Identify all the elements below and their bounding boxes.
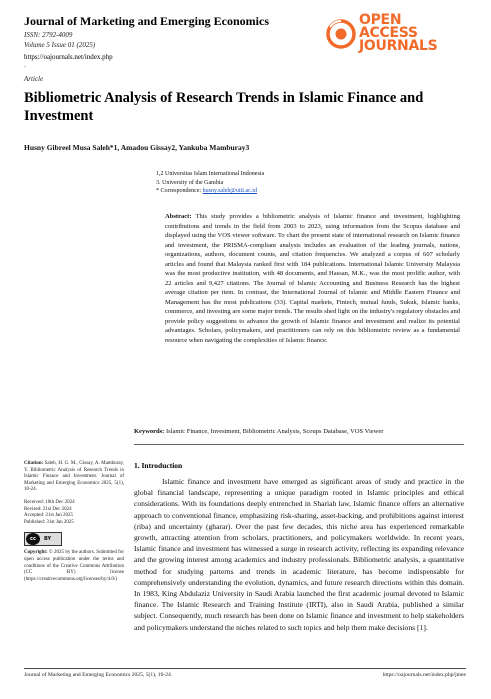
affiliation-1-2: 1,2 Universitas Islam International Indonesia	[156, 171, 265, 177]
open-access-journals-logo[interactable]	[326, 14, 491, 53]
logo-wordmark	[359, 14, 491, 53]
article-title: Bibliometric Analysis of Research Trends in Islamic Finance and Investment	[24, 90, 424, 124]
volume-issue: Volume 5 Issue 01 (2025)	[24, 41, 96, 49]
abstract	[165, 212, 460, 345]
accepted-date: Accepted: 21st Jan 2025	[24, 513, 74, 519]
citation-label: Citation:	[24, 461, 44, 466]
abstract-label: Abstract:	[165, 213, 192, 220]
issn: ISSN: 2792-4009	[24, 31, 73, 39]
copyright-label: Copyright:	[24, 550, 48, 556]
correspondence-label: * Correspondence:	[156, 188, 203, 194]
footer-citation: Journal of Marketing and Emerging Economics 2025, 5(1), 10-24.	[24, 672, 173, 678]
introduction-heading: 1. Introduction	[134, 461, 183, 470]
footer-url-link[interactable]: https://oajournals.net/index.php/jmee	[382, 672, 466, 678]
keywords	[134, 428, 464, 445]
revised-date: Revised: 21st Dec 2024	[24, 506, 72, 512]
footer-divider	[24, 668, 466, 669]
open-access-lock-icon	[326, 19, 356, 49]
keywords-label: Keywords:	[134, 428, 165, 435]
cc-icon: cc	[26, 533, 40, 545]
affiliation-3: 3. University of the Gambia	[156, 179, 224, 186]
journal-url-link[interactable]: https://oajournals.net/index.php	[24, 53, 113, 61]
keywords-text: Islamic Finance, Investment, Bibliometric Analysis, Scoups Database, VOS Viewer	[164, 428, 384, 435]
logo-line-access-journals: ACCESS JOURNALS	[359, 25, 438, 54]
citation	[24, 461, 124, 494]
by-icon: BY	[44, 536, 52, 543]
journal-header	[24, 14, 269, 69]
correspondence	[156, 187, 264, 196]
author-list: Husny Gibreel Musa Saleh*1, Amadou Gissay2, Yankuba Mamburay3	[24, 143, 250, 152]
correspondence-email-link[interactable]: husny.saleh@uiii.ac.id	[202, 188, 257, 194]
copyright	[24, 550, 124, 583]
article-type: Article	[24, 75, 44, 83]
received-date: Received: 10th Dec 2024	[24, 499, 75, 505]
citation-text: Saleh, H. G. M., Gissay, A. Mamburay, Y. Bibliometric Analysis of Research Trends in Islamic Finance and Investment. Journal of Marketing and Emerging Economics 2025, 5(1), 10-24.	[24, 461, 124, 493]
published-date: Published: 31st Jan 2025	[24, 519, 74, 525]
copyright-text: © 2025 by the authors. Submitted for open access publication under the terms and conditions of the Creative Commons Attribution (CC BY) license (https://creativecommons.org/licenses/by/4.0/)	[24, 550, 124, 582]
cc-by-license-badge[interactable]	[24, 532, 62, 546]
journal-name: Journal of Marketing and Emerging Economics	[24, 14, 269, 28]
logo-line-open: OPEN	[359, 12, 402, 28]
header-dot: .	[24, 62, 26, 69]
abstract-text: This study provides a bibliometric analysis of Islamic finance and investment, highlighting contributions and trends in the field from 2003 to 2023, using information from the Scopus database and displayed using the VOS viewer software. To chart the present state of international research on Islamic finance and investment, the PRISMA-compliant analysis includes an evaluation of the leading journals, nations, organizations, authors, document counts, and citation frequencies. We analyzed a corpus of 607 scholarly articles and found that Malaysia ranked first with 184 publications. International Islamic University Malaysia was the most productive institution, with 48 documents, and Hassan, M.K., was the most prolific author, with 22 articles and 9,427 citations. The Journal of Islamic Accounting and Business Research has the highest average citation per item. In contrast, the International Journal of Islamic and Middle Eastern Finance and Management has the most publications (33). Capital markets, Fintech, mutual funds, Sukuk, Islamic banks, commerce, and investing are some major trends. The results shed light on the industry's regulatory obstacles and provide policy suggestions to advance the growth of Islamic finance and investment and realize its potential advantages. Scholars, policymakers, and practitioners can rely on this bibliometric review as a fundamental resource when navigating the complexities of Islamic finance.	[165, 213, 460, 344]
affiliations	[156, 170, 264, 196]
introduction-text: Islamic finance and investment have emerged as significant areas of study and practice in the global financial landscape, representing a unique paradigm rooted in Islamic principles and ethical considerations. With its foundations deeply entrenched in Shariah law, Islamic finance offers an alternative approach to conventional finance, emphasizing risk-sharing, asset-backing, and prohibitions against interest (riba) and uncertainty (gharar). Over the past few decades, this niche area has experienced remarkable growth, attracting attention from scholars, practitioners, and policymakers worldwide. In recent years, Islamic finance and investment has witnessed a surge in research activity, reflecting its expanding relevance and the growing interest among academics and industry professionals. Bibliometric analysis, a quantitative method for studying patterns and trends in academic literature, has become indispensable for comprehensively understanding the evolution, dynamics, and future research directions within this domain. In 1983, King Abdulaziz University in Saudi Arabia launched the first academic journal devoted to Islamic finance. The Islamic Research and Training Institute (IRTI), also in Saudi Arabia, published a similar subject. Consequently, much research has been done on Islamic finance and investment to help stakeholders and policymakers understand the niches related to such topics and help them make decisions [1].	[134, 477, 464, 632]
article-info-sidebar	[24, 461, 124, 583]
